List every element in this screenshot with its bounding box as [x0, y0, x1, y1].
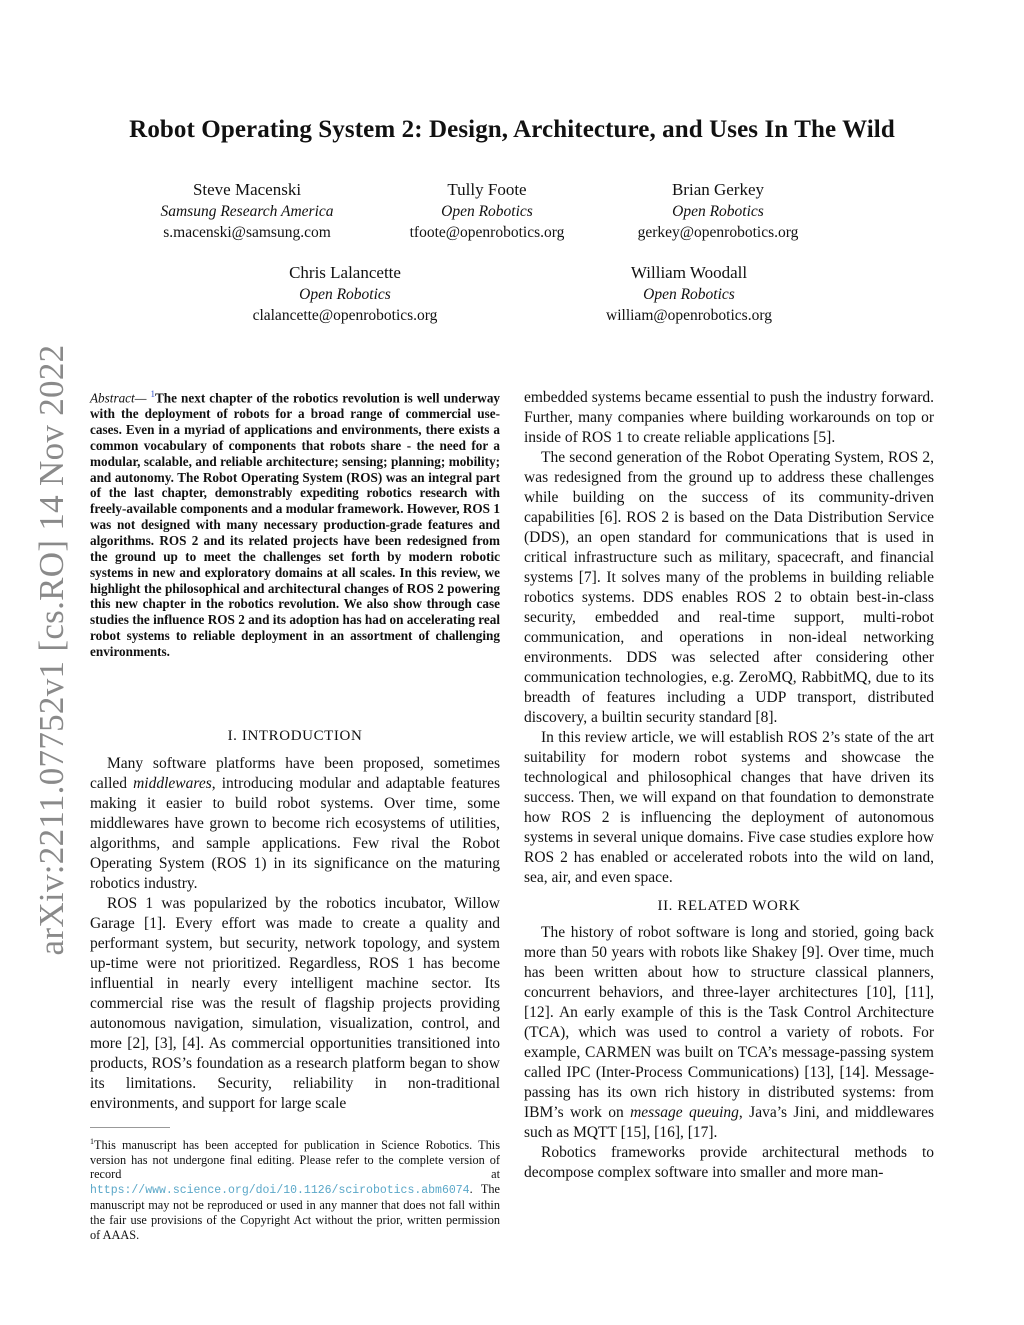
paragraph: The second generation of the Robot Operating System, ROS 2, was redesigned from the ground up to address these challenges while building on the success of its community-driven capabilities [6]. ROS 2 is based on the Data Distribution Service (DDS), an open standard for communications that is used in critical infrastructure such as military, spacecraft, and financial systems [7]. It solves many of the problems in building reliable robotics systems. DDS enables ROS 2 to obtain best-in-class security, embedded and real-time support, multi-robot communication, and operations in non-ideal networking environments. DDS was selected after considering other communication technologies, e.g. ZeroMQ, RabbitMQ, due to its breadth of features including a UDP transport, distributed discovery, a builtin security standard [8]. — [524, 449, 934, 726]
author-name: Steve Macenski — [192, 180, 302, 199]
text-run: The history of robot software is long and storied, going back more than 50 years with robots like Shakey [9]. Over time, much has been written about how to structure classical planners, concurrent behaviors, and three-layer architectures [10], [11], [12]. An early example of this is the Task Control Architecture (TCA), which was used to control a variety of robots. For example, CARMEN was built on TCA’s message-passing system called IPC (Inter-Process Communications) [13], [14]. Message-passing has its own rich history in distributed systems: from IBM’s work on — [524, 924, 934, 1121]
author-email: william@openrobotics.org — [606, 307, 772, 324]
right-column — [524, 388, 934, 1183]
footnote-marker[interactable]: 1 — [150, 389, 155, 399]
emphasis: middlewares — [133, 775, 212, 792]
author-block-4 — [215, 262, 475, 327]
text-run: , Java’s Jini, and middlewares such as MQTT [15], [16], [17]. — [524, 1104, 934, 1141]
abstract-label: Abstract— — [90, 390, 147, 406]
footnote-rule — [90, 1127, 170, 1128]
author-affiliation: Open Robotics — [643, 285, 735, 303]
author-block-5 — [559, 262, 819, 327]
author-email: clalancette@openrobotics.org — [252, 307, 438, 324]
footnote — [90, 1135, 500, 1242]
footnote-number: 1 — [90, 1137, 94, 1146]
author-email: s.macenski@samsung.com — [163, 224, 331, 241]
paragraph — [524, 923, 934, 1143]
section-heading: II. RELATED WORK — [657, 898, 801, 914]
author-affiliation: Open Robotics — [441, 202, 533, 220]
introduction-section — [90, 728, 500, 1114]
arxiv-identifier: arXiv:2211.07752v1 [cs.RO] 14 Nov 2022 — [32, 344, 71, 956]
paragraph: embedded systems became essential to push the industry forward. Further, many companies where building workarounds on top or inside of ROS 1 to create reliable applications [5]. — [524, 389, 934, 446]
doi-link[interactable]: https://www.science.org/doi/10.1126/scirobotics.abm6074 — [90, 1183, 470, 1197]
paragraph: In this review article, we will establish ROS 2’s state of the art suitability for modern robot systems and showcase the technological and philosophical changes that have driven its success. Then, we will expand on that foundation to demonstrate how ROS 2 is influencing the deployment of autonomous systems in several unique domains. Five case studies explore how ROS 2 has enabled or accelerated robots into the wild on land, sea, air, and even space. — [524, 729, 934, 886]
text-run: , introducing modular and adaptable features making it easier to build robot systems. Over time, some middlewares have grown to become rich ecosystems of utilities, algorithms, and sample applications. Few rival the Robot Operating System (ROS 1) in its significance on the maturing robotics industry. — [90, 775, 500, 892]
section-heading: I. INTRODUCTION — [227, 728, 363, 744]
author-affiliation: Open Robotics — [299, 285, 391, 303]
author-affiliation: Open Robotics — [672, 202, 764, 220]
emphasis: message queuing — [630, 1104, 739, 1121]
footnote-text: This manuscript has been accepted for publication in Science Robotics. This version has not undergone final editing. Please refer to the complete version of record at — [90, 1138, 500, 1182]
paragraph — [90, 754, 500, 894]
author-name: William Woodall — [630, 263, 748, 282]
footnote-text: . The manuscript may not be reproduced or used in any manner that does not fall within the fair use provisions of the Copyright Act without the prior, written permission of AAAS. — [90, 1181, 500, 1242]
author-name: Chris Lalancette — [289, 263, 401, 282]
paragraph: ROS 1 was popularized by the robotics incubator, Willow Garage [1]. Every effort was made to create a quality and performant system, but security, network topology, and system up-time were not prioritized. Regardless, ROS 1 has become influential in nearly every intelligent machine sector. Its commercial rise was the result of flagship projects providing autonomous navigation, simulation, visualization, control, and more [2], [3], [4]. As commercial opportunities transitioned into products, ROS’s foundation as a research platform began to show its limitations. Security, reliability in non-traditional environments, and support for large scale — [90, 895, 500, 1112]
paragraph: Robotics frameworks provide architectural methods to decompose complex software into smaller and more man- — [524, 1144, 934, 1181]
author-block-3 — [588, 179, 848, 244]
text-run: Many software platforms have been proposed, sometimes called — [90, 755, 500, 792]
author-block-1 — [117, 179, 377, 244]
author-affiliation: Samsung Research America — [160, 202, 334, 220]
author-email: tfoote@openrobotics.org — [409, 224, 565, 241]
author-name: Brian Gerkey — [671, 180, 765, 199]
abstract — [90, 387, 500, 660]
author-name: Tully Foote — [447, 180, 527, 199]
paper-title: Robot Operating System 2: Design, Architecture, and Uses In The Wild — [129, 116, 895, 143]
abstract-text: The next chapter of the robotics revolution is well underway with the deployment of robots for a broad range of commercial use-cases. Even in a myriad of applications and environments, there exists a common vocabulary of components that robots share - the need for a modular, scalable, and reliable architecture; sensing; planning; mobility; and autonomy. The Robot Operating System (ROS) was an integral part of the last chapter, demonstrably expediting robotics research with freely-available components and a modular framework. However, ROS 1 was not designed with many necessary production-grade features and algorithms. ROS 2 and its related projects have been redesigned from the ground up to meet the challenges set forth by modern robotic systems in new and exploratory domains at all scales. In this review, we highlight the philosophical and architectural changes of ROS 2 powering this new chapter in the robotics revolution. We also show through case studies the influence ROS 2 and its adoption has had on accelerating real robot systems to reliable deployment in an assortment of challenging environments. — [90, 390, 501, 659]
author-email: gerkey@openrobotics.org — [637, 224, 799, 241]
author-block-2 — [357, 179, 617, 244]
